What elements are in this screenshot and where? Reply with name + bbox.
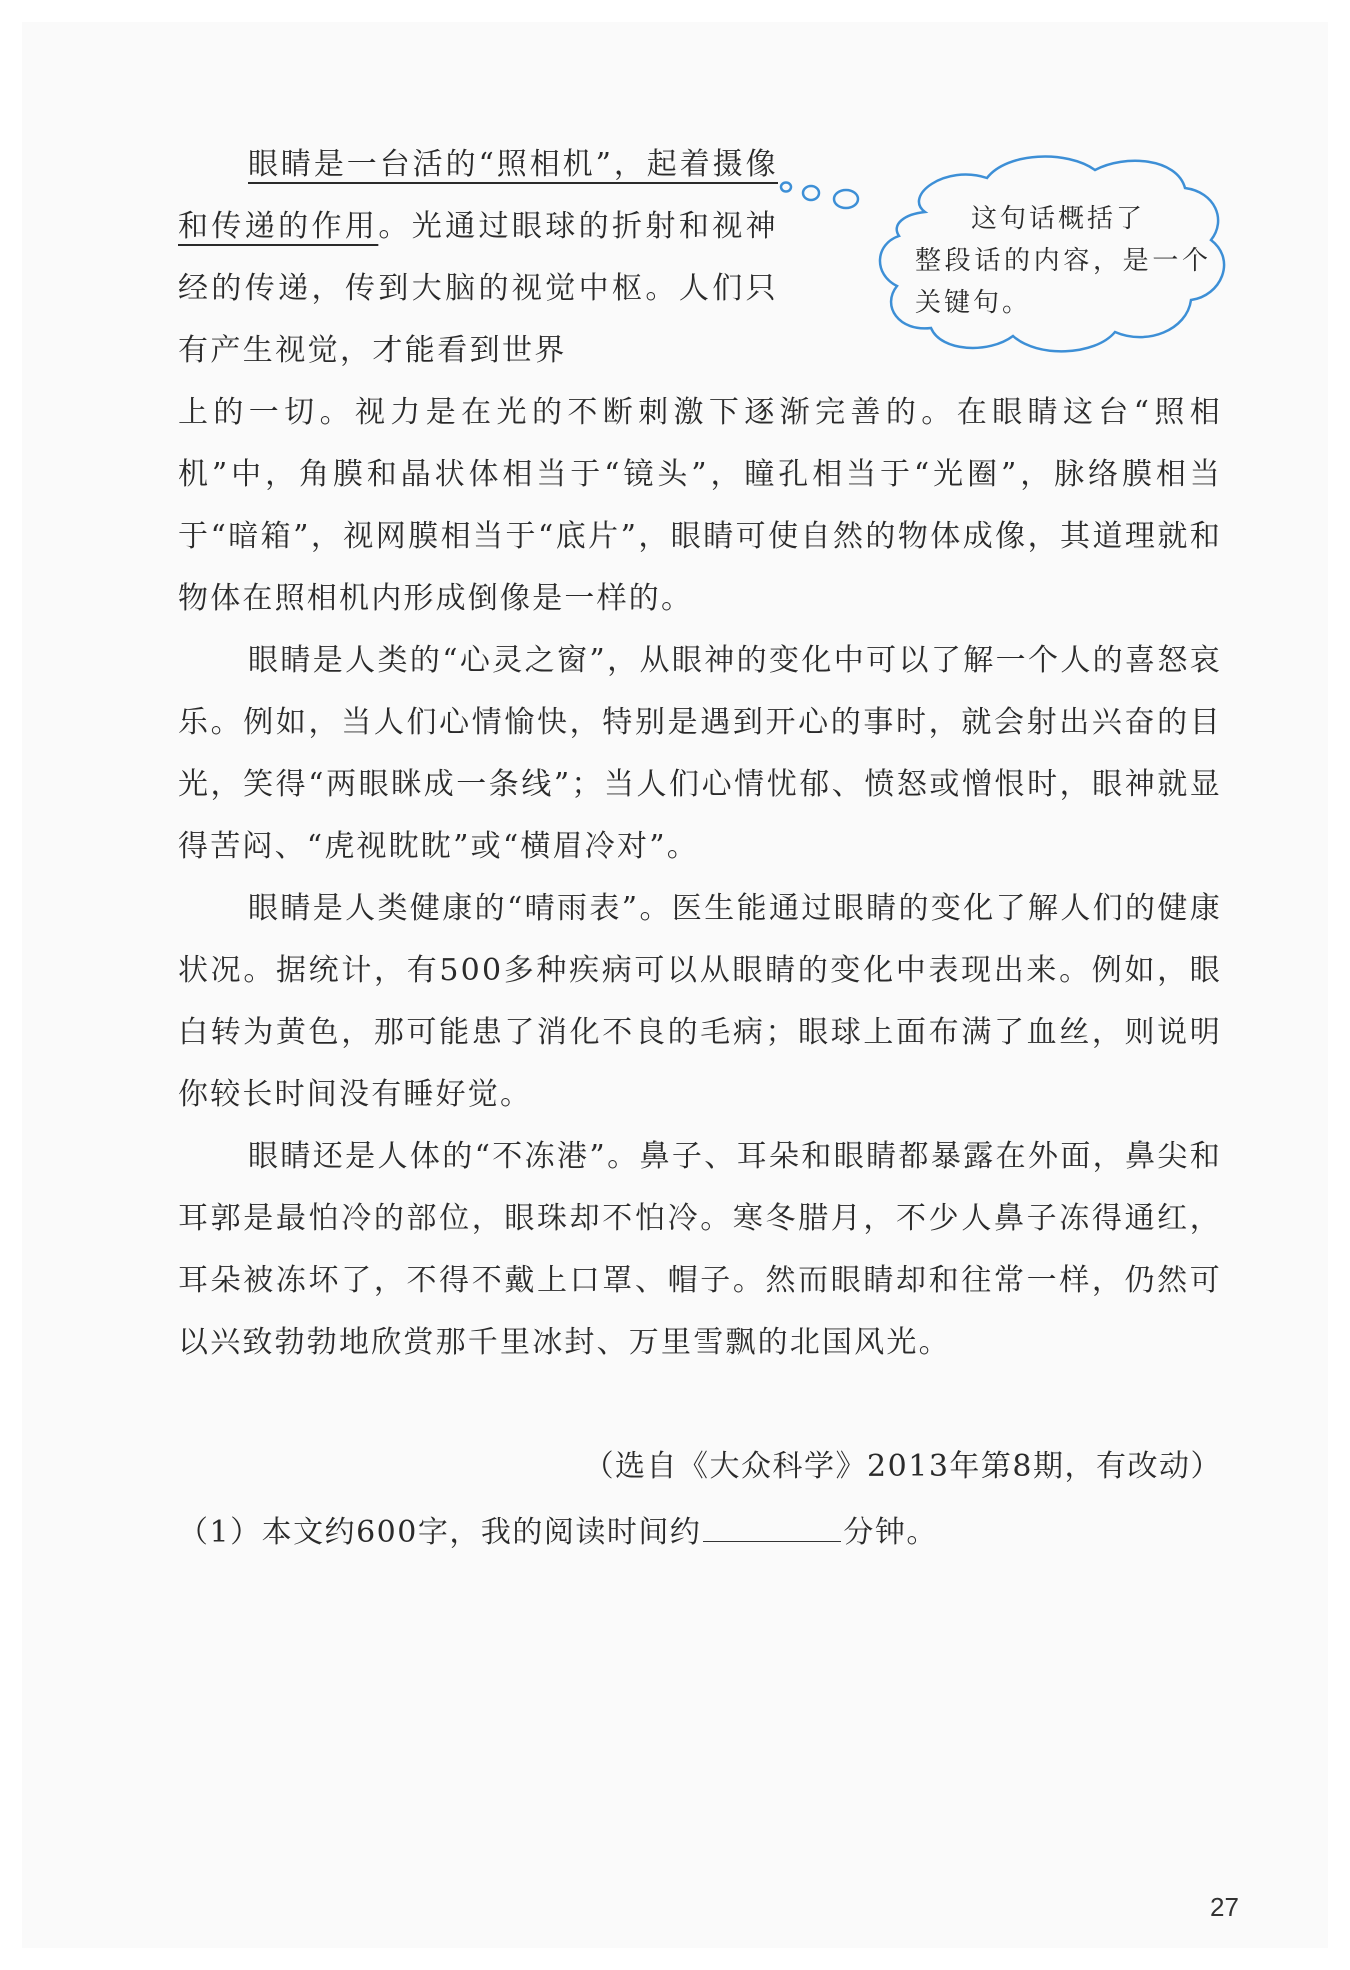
paragraph-3: 眼睛是人类健康的“晴雨表”。医生能通过眼睛的变化了解人们的健康状况。据统计，有500多种疾病可以从眼睛的变化中表现出来。例如，眼白转为黄色，那可能患了消化不良的毛病；眼球上面布满了血丝，则说明你较长时间没有睡好觉。 [178, 891, 1222, 1112]
paragraph-4: 眼睛还是人体的“不冻港”。鼻子、耳朵和眼睛都暴露在外面，鼻尖和耳郭是最怕冷的部位，眼珠却不怕冷。寒冬腊月，不少人鼻子冻得通红，耳朵被冻坏了，不得不戴上口罩、帽子。然而眼睛却和往常一样，仍然可以兴致勃勃地欣赏那千里冰封、万里雪飘的北国风光。 [178, 1139, 1222, 1360]
source-citation: （选自《大众科学》2013年第8期，有改动） [583, 1449, 1222, 1484]
answer-blank[interactable] [703, 1511, 841, 1542]
key-sentence-end: 。 [378, 209, 412, 244]
key-sentence: 眼睛是一台活的“照相机”，起着摄像和传递的作用 [178, 147, 778, 244]
article-body [178, 382, 1222, 1374]
intro-paragraph [178, 134, 778, 382]
paragraph-1-continued: 上的一切。视力是在光的不断刺激下逐渐完善的。在眼睛这台“照相机”中，角膜和晶状体相当于“镜头”，瞳孔相当于“光圈”，脉络膜相当于“暗箱”，视网膜相当于“底片”，眼睛可使自然的物体成像，其道理就和物体在照相机内形成倒像是一样的。 [178, 395, 1222, 616]
paragraph-2: 眼睛是人类的“心灵之窗”，从眼神的变化中可以了解一个人的喜怒哀乐。例如，当人们心情愉快，特别是遇到开心的事时，就会射出兴奋的目光，笑得“两眼眯成一条线”；当人们心情忧郁、愤怒或憎恨时，眼神就显得苦闷、“虎视眈眈”或“横眉冷对”。 [178, 643, 1222, 864]
annotation-line-2: 整段话的内容，是一个关键句。 [915, 246, 1211, 318]
annotation-thought-bubble [775, 150, 1235, 360]
annotation-line-1: 这句话概括了 [971, 204, 1146, 234]
reading-question [178, 1502, 1222, 1564]
question-suffix: 分钟。 [843, 1515, 938, 1550]
question-text: （1）本文约600字，我的阅读时间约 [178, 1515, 702, 1550]
intro-rest: 光通过眼球的折射和视神经的传递，传到大脑的视觉中枢。人们只有产生视觉，才能看到世界 [178, 209, 778, 368]
page-number: 27 [1210, 1892, 1239, 1922]
annotation-text [915, 198, 1211, 324]
